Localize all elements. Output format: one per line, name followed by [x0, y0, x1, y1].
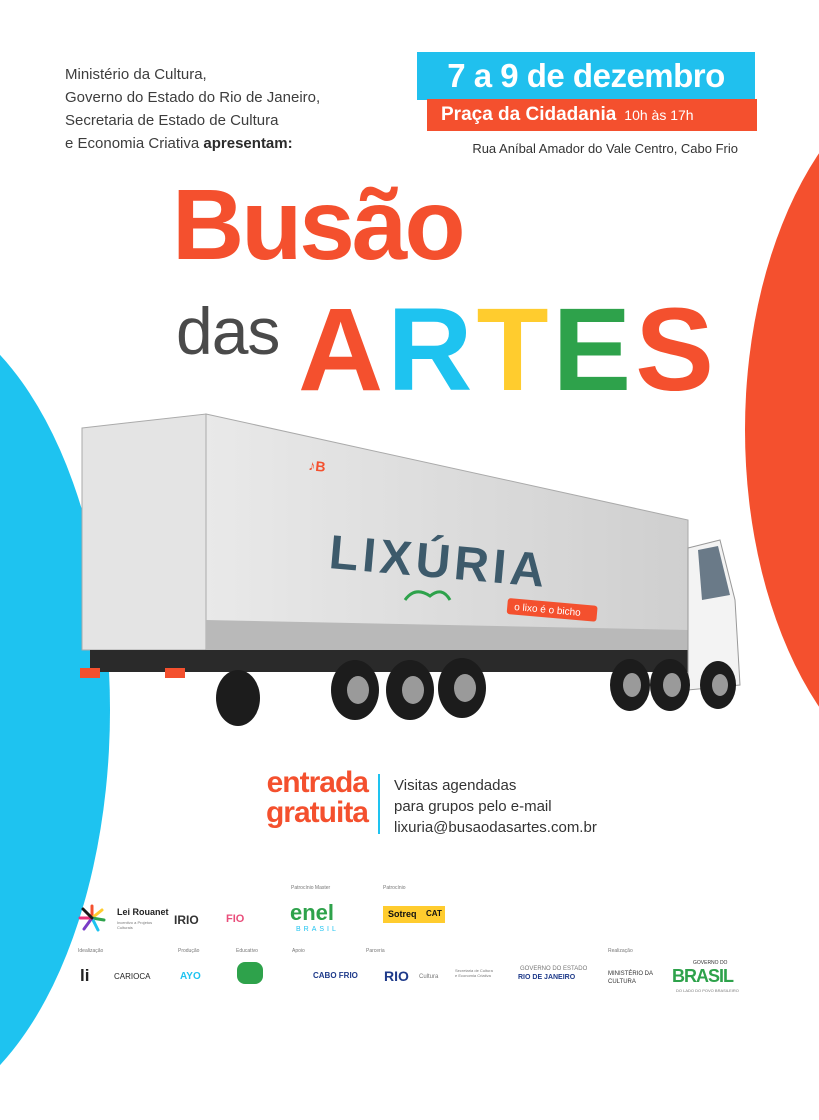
presenter-line: Secretaria de Estado de Cultura — [65, 112, 279, 129]
title-artes-letter: S — [635, 284, 718, 416]
free-entry-line: gratuita — [265, 796, 368, 829]
partnership-label: Parceria — [366, 948, 385, 954]
sotreq-name: Sotreq — [388, 909, 417, 919]
irio-logo: IRIO — [174, 913, 199, 927]
title-artes-letter: T — [476, 284, 553, 416]
presenter-emphasis: apresentam: — [203, 135, 293, 152]
free-entry — [228, 768, 368, 828]
fio-logo: FIO — [226, 913, 245, 925]
realization-label: Realização — [608, 948, 633, 954]
truck-brand: LIXÚRIA — [327, 526, 551, 599]
presenter-line: Governo do Estado do Rio de Janeiro, — [65, 89, 321, 106]
visits-line: Visitas agendadas — [394, 777, 517, 794]
event-address: Rua Aníbal Amador do Vale Centro, Cabo Frio — [472, 141, 738, 156]
title-artes-letter: E — [552, 284, 636, 416]
sotreq-logo — [383, 906, 445, 923]
production-label: Produção — [178, 948, 200, 954]
truck-tagline: o lixo é o bicho — [513, 602, 582, 619]
truck-illustration — [70, 400, 760, 745]
event-hours: 10h às 17h — [624, 107, 694, 123]
presenter-line — [65, 132, 375, 155]
carioca-logo: CARIOCA — [114, 972, 151, 981]
title-artes-letter: R — [387, 284, 477, 416]
title-das: das — [176, 294, 280, 368]
support-label: Apoio — [292, 948, 305, 954]
cabo-frio-logo: CABO FRIO — [313, 971, 358, 980]
idealization-label: Idealização — [78, 948, 104, 954]
event-place: Praça da Cidadania — [441, 104, 617, 125]
free-entry-line: entrada — [266, 766, 368, 799]
governo-brasil-subtitle: DO LADO DO POVO BRASILEIRO — [676, 988, 739, 993]
cat-name: CAT — [426, 909, 442, 918]
divider — [378, 774, 380, 834]
educativo-logo — [237, 962, 263, 984]
visits-line: para grupos pelo e-mail — [394, 798, 552, 815]
presenters-text — [65, 63, 375, 155]
brasil-logo: BRASIL — [672, 966, 733, 986]
event-date: 7 a 9 de dezembro — [417, 52, 755, 100]
rio-de-janeiro-logo: RIO DE JANEIRO — [518, 974, 576, 981]
educational-label: Educativo — [236, 948, 258, 954]
governo-brasil-top: GOVERNO DO — [693, 960, 728, 966]
visits-email[interactable]: lixuria@busaodasartes.com.br — [394, 819, 597, 836]
governo-estado-label: GOVERNO DO ESTADO — [520, 966, 588, 972]
ayo-logo: AYO — [180, 971, 201, 982]
title-artes-letter: A — [298, 284, 388, 416]
presenter-line: Ministério da Cultura, — [65, 66, 207, 83]
prefeitura-rio-logo: RIO — [384, 968, 409, 984]
title-busao: Busão — [172, 169, 463, 281]
lei-rouanet-burst-icon — [78, 904, 106, 932]
event-place-badge — [427, 99, 757, 131]
li-logo: li — [80, 966, 90, 985]
ministerio-cultura-logo: MINISTÉRIO DA CULTURA — [608, 971, 653, 985]
trailer-back — [82, 414, 206, 650]
lei-rouanet-subtitle: Incentivo a Projetos Culturais — [117, 920, 153, 930]
enel-logo: enel — [290, 900, 335, 925]
lei-rouanet-logo — [78, 904, 106, 932]
master-sponsor-label: Patrocínio Master — [291, 885, 331, 891]
title-artes — [298, 284, 718, 416]
presenter-line-text: e Economia Criativa — [65, 135, 204, 152]
lei-rouanet-name: Lei Rouanet — [117, 907, 169, 917]
trailer-small-logo: ♪B — [307, 457, 327, 475]
sponsor-label: Patrocínio — [383, 885, 406, 891]
cultura-label: Cultura — [419, 974, 439, 980]
visits-info — [394, 775, 597, 838]
enel-subtitle: BRASIL — [296, 926, 339, 933]
secretaria-cultura-logo: Secretaria de Cultura e Economia Criativa — [455, 968, 493, 978]
trailer-side — [206, 414, 688, 650]
